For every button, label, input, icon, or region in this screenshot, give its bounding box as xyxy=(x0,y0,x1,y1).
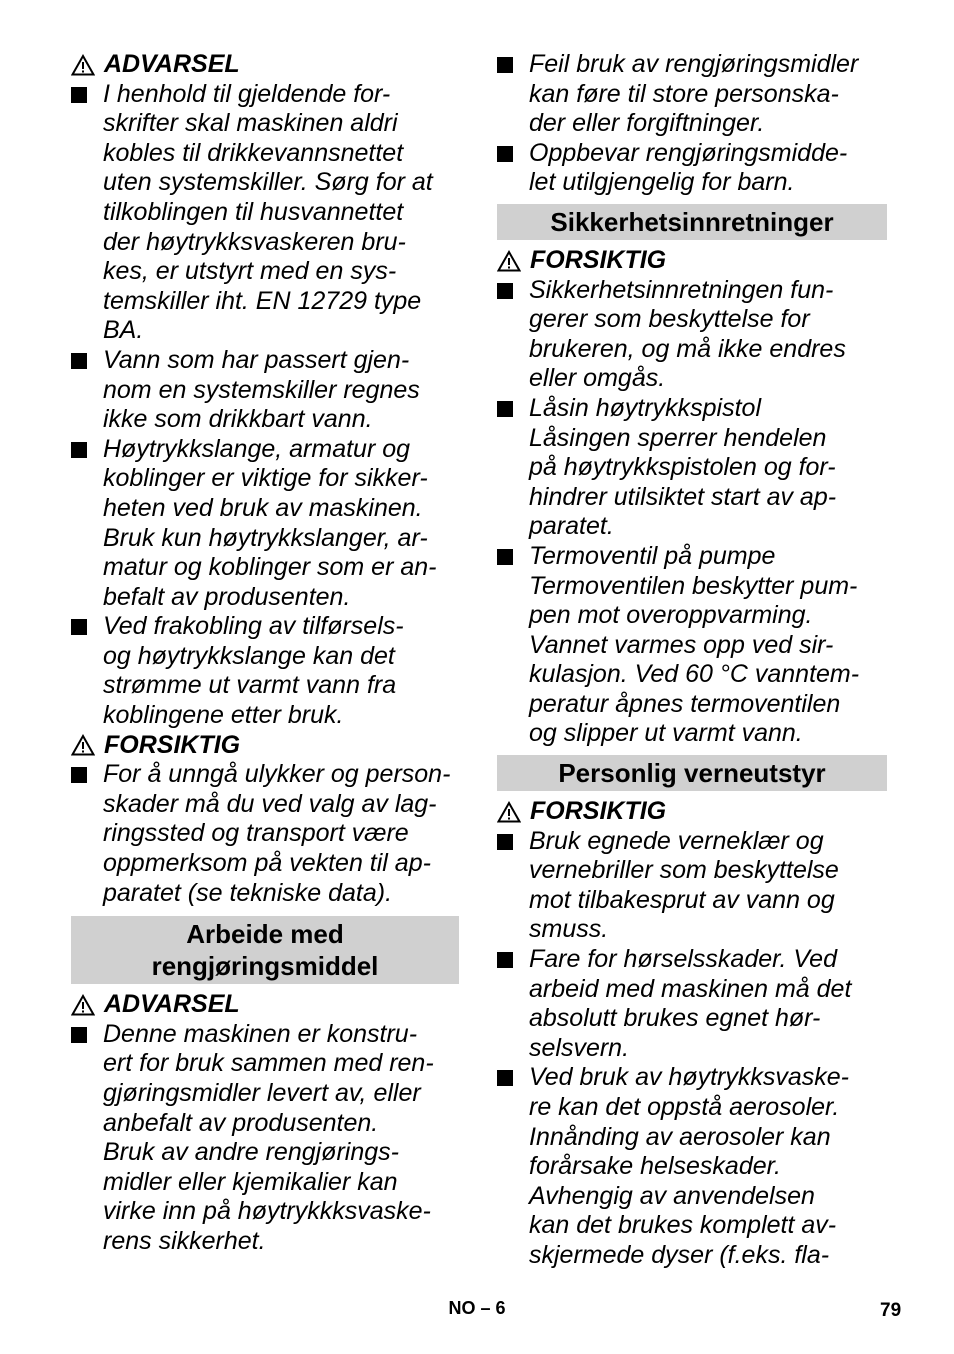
bullet-square-icon xyxy=(71,353,87,369)
warning-advarsel xyxy=(71,990,459,1020)
list-item: Denne maskinen er konstru- ert for bruk sammen med ren- gjøringsmidler levert av, eller anbefalt av produsenten. Bruk av andre rengjørings- midler eller kjemikalier kan virke inn på høytrykkksvaske- rens sikkerhet. xyxy=(71,1020,459,1257)
page-number: 79 xyxy=(880,1300,902,1321)
warning-forsiktig xyxy=(497,246,887,276)
warning-icon xyxy=(497,801,521,823)
list-item: Termoventil på pumpe Termoventilen beskytter pum- pen mot overoppvarming. Vannet varmes opp ved sir- kulasjon. Ved 60 °C vanntem- peratur åpnes termoventilen og slipper ut varmt vann. xyxy=(497,542,887,749)
bullet-square-icon xyxy=(71,1027,87,1043)
warning-label: FORSIKTIG xyxy=(530,797,667,826)
warning-label: FORSIKTIG xyxy=(530,245,667,274)
list-item: For å unngå ulykker og person- skader må du ved valg av lag- ringssted og transport være oppmerksom på vekten til ap- paratet (se tekniske data). xyxy=(71,760,459,908)
warning-icon xyxy=(71,734,95,756)
bullet-square-icon xyxy=(497,401,513,417)
bullet-square-icon xyxy=(497,57,513,73)
bullet-square-icon xyxy=(71,619,87,635)
bullet-square-icon xyxy=(497,283,513,299)
left-column xyxy=(71,50,459,1257)
bullet-square-icon xyxy=(497,549,513,565)
warning-advarsel xyxy=(71,50,459,80)
warning-forsiktig xyxy=(497,797,887,827)
list-item: Sikkerhetsinnretningen fun- gerer som beskyttelse for brukeren, og må ikke endres eller omgås. xyxy=(497,276,887,394)
bullet-square-icon xyxy=(497,952,513,968)
list-item: Høytrykkslange, armatur og koblinger er viktige for sikker- heten ved bruk av maskinen. Bruk kun høytrykkslanger, ar- matur og koblinger som er an- befalt av produsenten. xyxy=(71,435,459,613)
bullet-square-icon xyxy=(71,442,87,458)
right-column xyxy=(497,50,887,1271)
bullet-square-icon xyxy=(71,767,87,783)
list-item: I henhold til gjeldende for- skrifter skal maskinen aldri kobles til drikkevannsnettet uten systemskiller. Sørg for at tilkoblingen til husvannettet der høytrykksvaskeren bru- kes, er utstyrt med en sys- temskiller iht. EN 12729 type BA. xyxy=(71,80,459,346)
bullet-square-icon xyxy=(497,146,513,162)
bullet-square-icon xyxy=(71,87,87,103)
section-heading-rengjoringsmiddel: Arbeide med rengjøringsmiddel xyxy=(71,916,459,984)
warning-label: FORSIKTIG xyxy=(104,730,241,759)
list-item: Bruk egnede verneklær og vernebriller som beskyttelse mot tilbakesprut av vann og smuss. xyxy=(497,827,887,945)
section-heading-sikkerhetsinnretninger: Sikkerhetsinnretninger xyxy=(497,204,887,240)
warning-label: ADVARSEL xyxy=(104,990,240,1019)
warning-label: ADVARSEL xyxy=(104,50,240,78)
list-item: Vann som har passert gjen- nom en systemskiller regnes ikke som drikkbart vann. xyxy=(71,346,459,435)
warning-icon xyxy=(497,250,521,272)
warning-icon xyxy=(71,54,95,76)
bullet-square-icon xyxy=(497,1070,513,1086)
bullet-square-icon xyxy=(497,834,513,850)
warning-forsiktig xyxy=(71,731,459,761)
list-item: Oppbevar rengjøringsmidde- let utilgjengelig for barn. xyxy=(497,139,887,198)
list-item: Fare for hørselsskader. Ved arbeid med maskinen må det absolutt brukes egnet hør- selsvern. xyxy=(497,945,887,1063)
list-item: Feil bruk av rengjøringsmidler kan føre til store personska- der eller forgiftninger. xyxy=(497,50,887,139)
section-heading-verneutstyr: Personlig verneutstyr xyxy=(497,755,887,791)
list-item: Låsin høytrykkspistol Låsingen sperrer hendelen på høytrykkspistolen og for- hindrer utilsiktet start av ap- paratet. xyxy=(497,394,887,542)
page-footer-section: NO – 6 xyxy=(448,1298,506,1318)
list-item: Ved bruk av høytrykksvaske- re kan det oppstå aerosoler. Innånding av aerosoler kan forårsake helseskader. Avhengig av anvendelsen kan det brukes komplett av- skjermede dyser (f.eks. fla- xyxy=(497,1063,887,1270)
list-item: Ved frakobling av tilførsels- og høytrykkslange kan det strømme ut varmt vann fra koblingene etter bruk. xyxy=(71,612,459,730)
warning-icon xyxy=(71,994,95,1016)
